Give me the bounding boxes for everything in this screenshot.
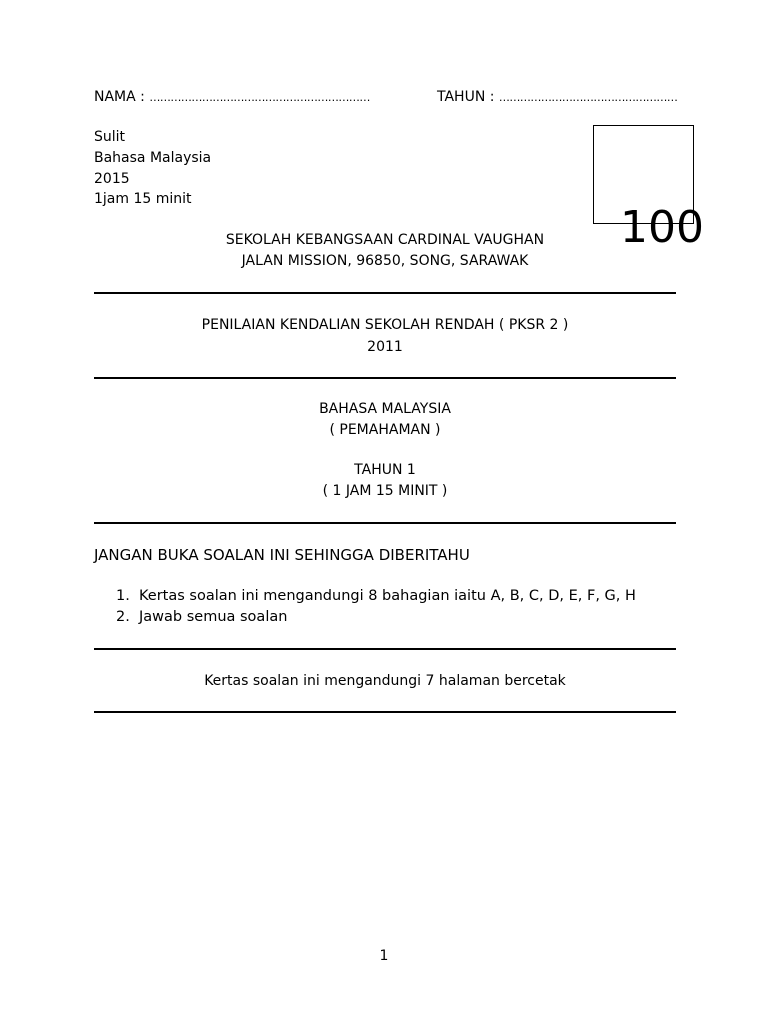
divider xyxy=(94,377,676,379)
page-count-note: Kertas soalan ini mengandungi 7 halaman bercetak xyxy=(204,673,566,689)
item-number: 2. xyxy=(116,609,130,625)
divider xyxy=(94,522,676,524)
level: TAHUN 1 xyxy=(354,462,416,478)
year-field xyxy=(437,89,677,105)
divider xyxy=(94,292,676,294)
year-blank: …………………………………………… xyxy=(498,91,678,104)
score-total: 100 xyxy=(620,202,704,253)
item-number: 1. xyxy=(116,588,130,604)
score-box xyxy=(593,125,704,253)
classification: Sulit xyxy=(94,129,126,145)
divider xyxy=(94,711,676,713)
exam-year: 2011 xyxy=(367,339,403,355)
instructions-list xyxy=(116,586,636,628)
school-name: SEKOLAH KEBANGSAAN CARDINAL VAUGHAN xyxy=(225,232,545,248)
list-item xyxy=(116,607,636,628)
item-text: Jawab semua soalan xyxy=(139,609,288,625)
paper-name: ( PEMAHAMAN ) xyxy=(329,422,441,438)
subject-short: Bahasa Malaysia xyxy=(94,150,212,166)
name-blank: ……………………………………………………… xyxy=(149,91,370,104)
year-label: TAHUN : xyxy=(437,89,495,105)
duration: ( 1 JAM 15 MINIT ) xyxy=(322,483,448,499)
name-label: NAMA : xyxy=(94,89,145,105)
instructions-heading: JANGAN BUKA SOALAN INI SEHINGGA DIBERITAHU xyxy=(94,546,470,564)
page-number: 1 xyxy=(379,948,389,964)
item-text: Kertas soalan ini mengandungi 8 bahagian iaitu A, B, C, D, E, F, G, H xyxy=(139,588,636,604)
subject-name: BAHASA MALAYSIA xyxy=(319,401,451,417)
divider xyxy=(94,648,676,650)
list-item xyxy=(116,586,636,607)
exam-title: PENILAIAN KENDALIAN SEKOLAH RENDAH ( PKSR 2 ) xyxy=(201,317,569,333)
info-duration: 1jam 15 minit xyxy=(94,191,192,207)
name-field xyxy=(94,89,370,105)
info-year: 2015 xyxy=(94,171,130,187)
school-address: JALAN MISSION, 96850, SONG, SARAWAK xyxy=(241,253,529,269)
